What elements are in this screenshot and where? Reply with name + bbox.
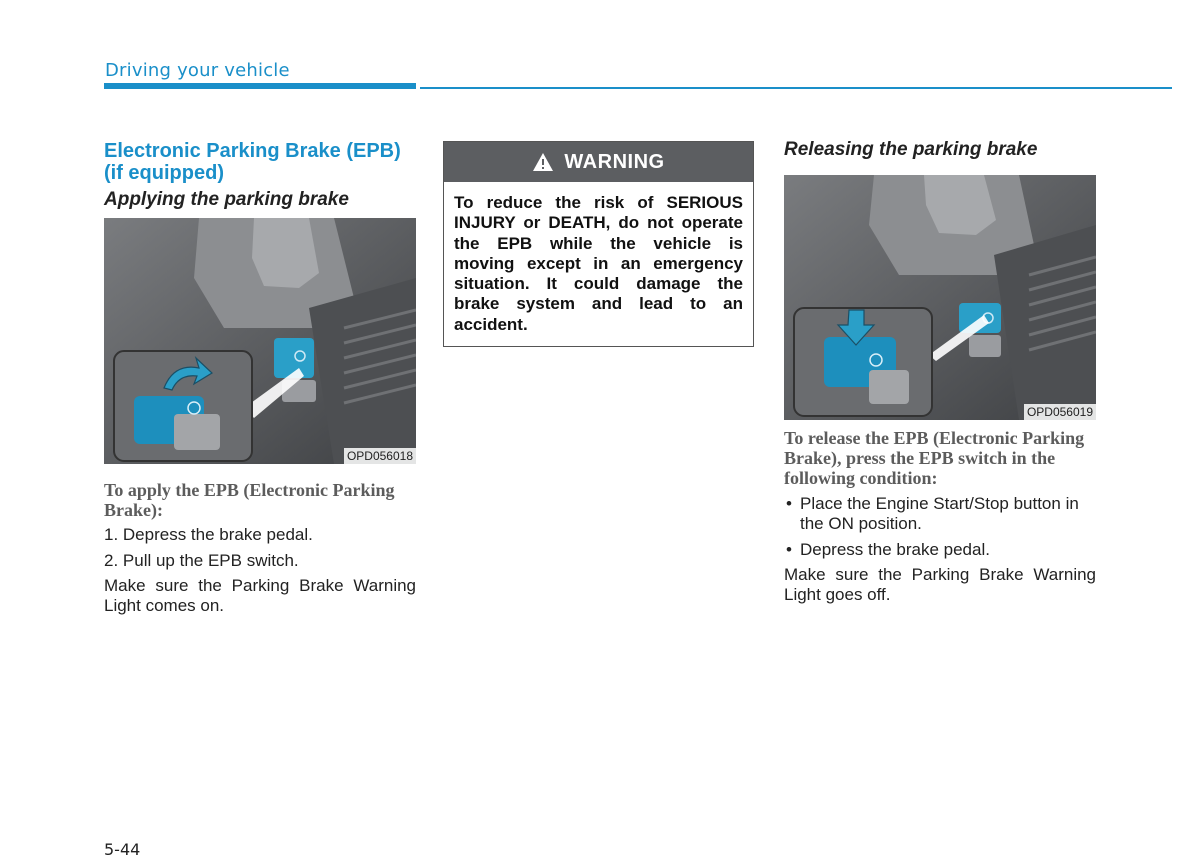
- apply-step-2: 2. Pull up the EPB switch.: [104, 551, 299, 570]
- warning-text: To reduce the risk of SERIOUS INJURY or DEATH, do not operate the EPB while the vehicle is moving except in an emergency situation. It could damage the brake system and lead to an accident.: [454, 193, 743, 334]
- figure-code: OPD056019: [1024, 404, 1096, 420]
- apply-step-1: 1. Depress the brake pedal.: [104, 525, 313, 544]
- apply-note: Make sure the Parking Brake Warning Light comes on.: [104, 576, 416, 615]
- release-lead: To release the EPB (Electronic Parking Brake), press the EPB switch in the following condition:: [784, 428, 1085, 488]
- epb-release-figure: [784, 175, 1096, 420]
- list-item: • Depress the brake pedal.: [784, 540, 1098, 560]
- figure-code: OPD056018: [344, 448, 416, 464]
- chapter-title: Driving your vehicle: [105, 60, 290, 81]
- release-subtitle: Releasing the parking brake: [784, 139, 1038, 160]
- release-note: Make sure the Parking Brake Warning Light goes off.: [784, 565, 1096, 604]
- apply-lead: To apply the EPB (Electronic Parking Brake):: [104, 480, 395, 520]
- warning-header: [444, 142, 753, 182]
- apply-subtitle: Applying the parking brake: [104, 189, 349, 210]
- page-number: 5-44: [104, 840, 141, 859]
- section-title: Electronic Parking Brake (EPB) (if equipped): [104, 140, 401, 184]
- epb-apply-illustration: [104, 218, 416, 464]
- list-item: • Place the Engine Start/Stop button in the ON position.: [784, 494, 1098, 534]
- release-conditions: [784, 494, 1098, 566]
- header-rule-thick: [104, 83, 416, 89]
- header-rule-thin: [420, 87, 1172, 89]
- epb-release-illustration: [784, 175, 1096, 420]
- epb-apply-figure: [104, 218, 416, 464]
- warning-heading: WARNING: [564, 150, 665, 173]
- warning-triangle-icon: [532, 152, 554, 172]
- warning-box: [443, 141, 754, 347]
